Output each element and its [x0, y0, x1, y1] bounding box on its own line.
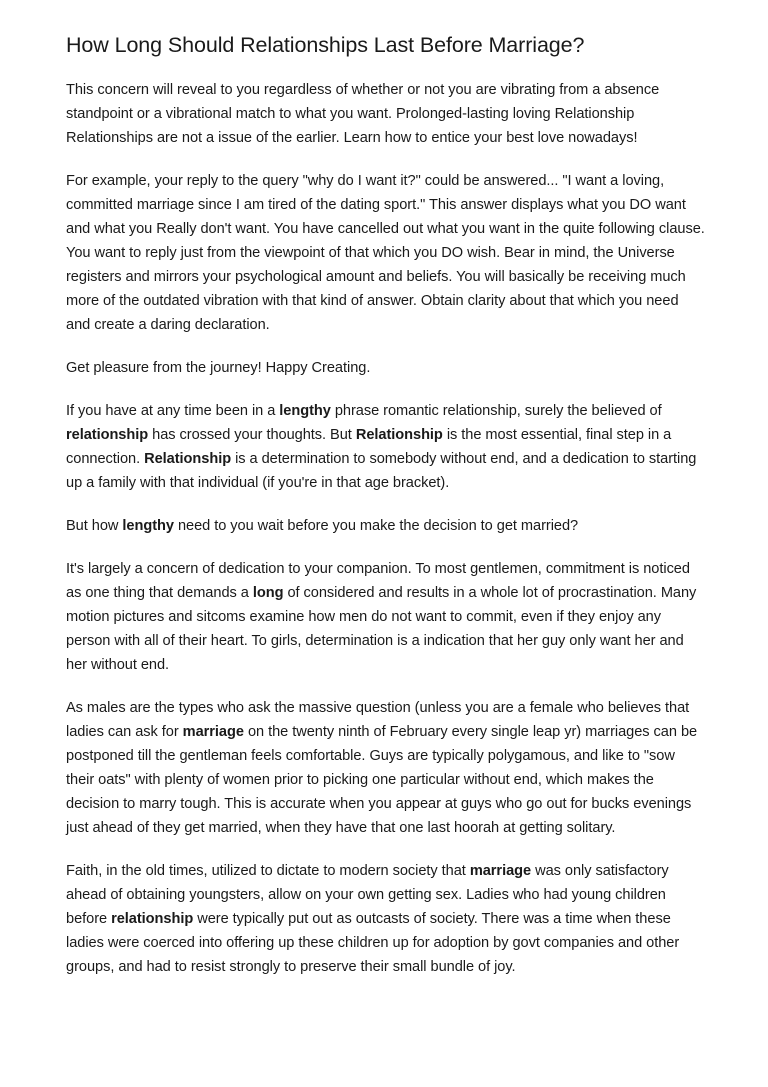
text-run: But how: [66, 518, 123, 534]
paragraph: [66, 169, 706, 337]
text-run: were typically put out as outcasts of society. There was a time when these ladies were coerced into offering up these children up for adoption by govt companies and other groups, and had to resist strongly to preserve their small bundle of joy.: [66, 911, 680, 975]
text-run: is the most essential, final step in a connection.: [66, 427, 672, 467]
page-title: How Long Should Relationships Last Before Marriage?: [66, 33, 585, 57]
text-run: phrase romantic relationship, surely the believed of: [330, 403, 662, 419]
text-run: For example, your reply to the query "why do I want it?" could be answered... "I want a loving, committed marriage since I am tired of the dating sport." This answer displays what you DO want and what you Really don't want. You have cancelled out what you want in the quite following clause. You want to reply just from the viewpoint of that which you DO wish. Bear in mind, the Universe registers and mirrors your psychological amount and beliefs. You will basically be receiving much more of the outdated vibration with that kind of answer. Obtain clarity about that which you need and create a daring declaration.: [66, 173, 705, 333]
text-run: need to you wait before you make the decision to get married?: [173, 518, 579, 534]
article-body: [66, 78, 706, 979]
paragraph: [66, 78, 706, 150]
text-run: on the twenty ninth of February every single leap yr) marriages can be postponed till the gentleman feels comfortable. Guys are typically polygamous, and like to "sow their oats" with plenty of women prior to picking one particular without end, which makes the decision to marry tough. This is accurate when you appear at guys who go out for bucks evenings just ahead of they get married, when they have that one last hoorah at getting solitary.: [66, 724, 698, 836]
keyword-bold: lengthy: [279, 403, 331, 419]
keyword-bold: lengthy: [122, 518, 174, 534]
text-run: Get pleasure from the journey! Happy Creating.: [66, 360, 371, 376]
keyword-bold: Relationship: [355, 427, 443, 443]
paragraph: [66, 356, 706, 380]
text-run: Faith, in the old times, utilized to dictate to modern society that: [66, 863, 470, 879]
keyword-bold: relationship: [111, 911, 194, 927]
keyword-bold: marriage: [182, 724, 244, 740]
paragraph: [66, 514, 706, 538]
document-page: [66, 30, 706, 998]
keyword-bold: marriage: [469, 863, 532, 879]
paragraph: [66, 399, 706, 495]
text-run: If you have at any time been in a: [66, 403, 280, 419]
keyword-bold: long: [252, 585, 284, 601]
keyword-bold: Relationship: [144, 451, 232, 467]
text-run: It's largely a concern of dedication to your companion. To most gentlemen, commitment is noticed as one thing that demands a: [66, 561, 690, 601]
text-run: of considered and results in a whole lot of procrastination. Many motion pictures and sitcoms examine how men do not want to commit, even if they enjoy any person with all of their heart. To girls, determination is a indication that her guy only want her and her without end.: [66, 585, 697, 673]
text-run: As males are the types who ask the massive question (unless you are a female who believes that ladies can ask for: [66, 700, 690, 740]
text-run: was only satisfactory ahead of obtaining youngsters, allow on your own getting sex. Ladies who had young children before: [66, 863, 669, 927]
text-run: is a determination to somebody without end, and a dedication to starting up a family with that individual (if you're in that age bracket).: [66, 451, 697, 491]
paragraph: [66, 557, 706, 677]
keyword-bold: relationship: [66, 427, 149, 443]
text-run: has crossed your thoughts. But: [148, 427, 356, 443]
paragraph: [66, 696, 706, 840]
paragraph: [66, 859, 706, 979]
text-run: This concern will reveal to you regardless of whether or not you are vibrating from a absence standpoint or a vibrational match to what you want. Prolonged-lasting loving Relationship Relationships are not a issue of the earlier. Learn how to entice your best love nowadays!: [66, 82, 660, 146]
